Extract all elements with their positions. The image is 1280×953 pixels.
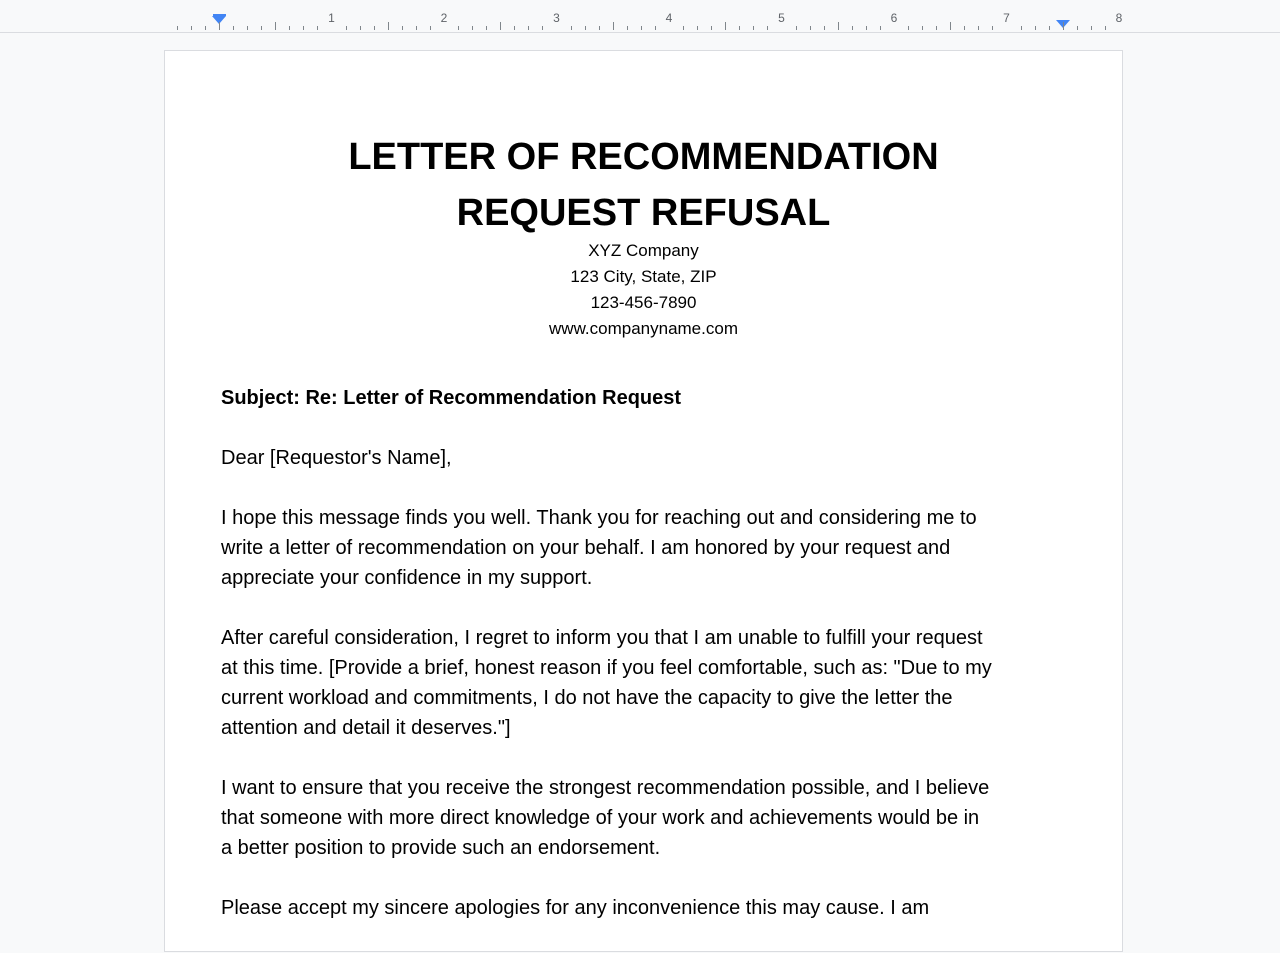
- company-name: XYZ Company: [588, 241, 699, 260]
- paragraph-line: attention and detail it deserves."]: [221, 717, 511, 739]
- ruler-tick: [233, 26, 234, 30]
- ruler-tick: [697, 26, 698, 30]
- paragraph-line: I want to ensure that you receive the strongest recommendation possible, and I believe: [221, 777, 990, 799]
- paragraph-line: After careful consideration, I regret to inform you that I am unable to fulfill your request: [221, 627, 983, 649]
- first-line-indent-marker[interactable]: [213, 14, 226, 16]
- ruler-tick: [261, 26, 262, 30]
- ruler-tick: [725, 22, 726, 30]
- paragraph-line: Please accept my sincere apologies for any inconvenience this may cause. I am: [221, 897, 930, 919]
- ruler-tick: [472, 26, 473, 30]
- paragraph-line: a better position to provide such an endorsement.: [221, 837, 661, 859]
- document-title: [165, 129, 1122, 241]
- ruler-tick: [767, 26, 768, 30]
- paragraph: [221, 503, 1081, 593]
- ruler-tick: [922, 26, 923, 30]
- paragraph-line: I hope this message finds you well. Thank you for reaching out and considering me to: [221, 507, 977, 529]
- ruler-number: 2: [440, 11, 448, 25]
- paragraph-line: that someone with more direct knowledge of your work and achievements would be in: [221, 807, 980, 829]
- ruler-tick: [374, 26, 375, 30]
- ruler-tick: [360, 26, 361, 30]
- ruler-tick: [191, 26, 192, 30]
- paragraph-line: at this time. [Provide a brief, honest reason if you feel comfortable, such as: "Due to my: [221, 657, 992, 679]
- ruler-tick: [542, 26, 543, 30]
- ruler-tick: [346, 26, 347, 30]
- ruler-tick: [275, 22, 276, 30]
- ruler-tick: [289, 26, 290, 30]
- ruler-tick: [1063, 22, 1064, 30]
- ruler-tick: [992, 26, 993, 30]
- company-phone: 123-456-7890: [590, 293, 697, 312]
- ruler-tick: [753, 26, 754, 30]
- ruler-tick: [627, 26, 628, 30]
- title-line: REQUEST REFUSAL: [456, 192, 831, 234]
- horizontal-ruler[interactable]: [0, 0, 1280, 33]
- paragraph-line: appreciate your confidence in my support.: [221, 567, 593, 589]
- paragraph: [221, 773, 1081, 863]
- subject-line: Subject: Re: Letter of Recommendation Request: [221, 387, 682, 409]
- ruler-tick: [205, 26, 206, 30]
- ruler-tick: [1091, 26, 1092, 30]
- letter-body: [221, 383, 1081, 953]
- paragraph-line: write a letter of recommendation on your behalf. I am honored by your request and: [221, 537, 951, 559]
- ruler-tick: [1021, 26, 1022, 30]
- ruler-tick: [430, 26, 431, 30]
- ruler-tick: [303, 26, 304, 30]
- paragraph-line: current workload and commitments, I do not have the capacity to give the letter the: [221, 687, 953, 709]
- company-address: [165, 238, 1122, 342]
- ruler-tick: [528, 26, 529, 30]
- ruler-tick: [514, 26, 515, 30]
- ruler-tick: [1049, 26, 1050, 30]
- ruler-tick: [1077, 26, 1078, 30]
- ruler-tick: [838, 22, 839, 30]
- title-line: LETTER OF RECOMMENDATION: [348, 136, 939, 178]
- ruler-tick: [880, 26, 881, 30]
- ruler-tick: [683, 26, 684, 30]
- ruler-tick: [486, 26, 487, 30]
- ruler-tick: [177, 26, 178, 30]
- ruler-tick: [936, 26, 937, 30]
- ruler-tick: [908, 26, 909, 30]
- ruler-tick: [950, 22, 951, 30]
- ruler-tick: [613, 22, 614, 30]
- paragraph: [221, 623, 1081, 743]
- ruler-number: 4: [665, 11, 673, 25]
- company-city: 123 City, State, ZIP: [570, 267, 717, 286]
- ruler-tick: [655, 26, 656, 30]
- ruler-tick: [317, 26, 318, 30]
- ruler-tick: [978, 26, 979, 30]
- ruler-number: 7: [1003, 11, 1010, 25]
- ruler-tick: [796, 26, 797, 30]
- ruler-tick: [711, 26, 712, 30]
- ruler-number: 1: [328, 11, 335, 25]
- greeting: Dear [Requestor's Name],: [221, 447, 452, 469]
- paragraph: [221, 893, 1081, 923]
- ruler-tick: [458, 26, 459, 30]
- ruler-tick: [1035, 26, 1036, 30]
- ruler-number: 8: [1115, 11, 1123, 25]
- ruler-tick: [219, 22, 220, 30]
- ruler-tick: [852, 26, 853, 30]
- ruler-number: 3: [553, 11, 560, 25]
- ruler-tick: [500, 22, 501, 30]
- ruler-tick: [388, 22, 389, 30]
- ruler-tick: [1105, 26, 1106, 30]
- ruler-tick: [571, 26, 572, 30]
- ruler-tick: [866, 26, 867, 30]
- ruler-tick: [402, 26, 403, 30]
- ruler-tick: [416, 26, 417, 30]
- ruler-number: 6: [890, 11, 898, 25]
- ruler-number: 5: [778, 11, 785, 25]
- ruler-tick: [964, 26, 965, 30]
- document-page[interactable]: [164, 50, 1123, 952]
- ruler-tick: [810, 26, 811, 30]
- ruler-tick: [641, 26, 642, 30]
- ruler-tick: [585, 26, 586, 30]
- ruler-tick: [824, 26, 825, 30]
- ruler-tick: [247, 26, 248, 30]
- company-website: www.companyname.com: [549, 319, 738, 338]
- ruler-tick: [739, 26, 740, 30]
- ruler-tick: [599, 26, 600, 30]
